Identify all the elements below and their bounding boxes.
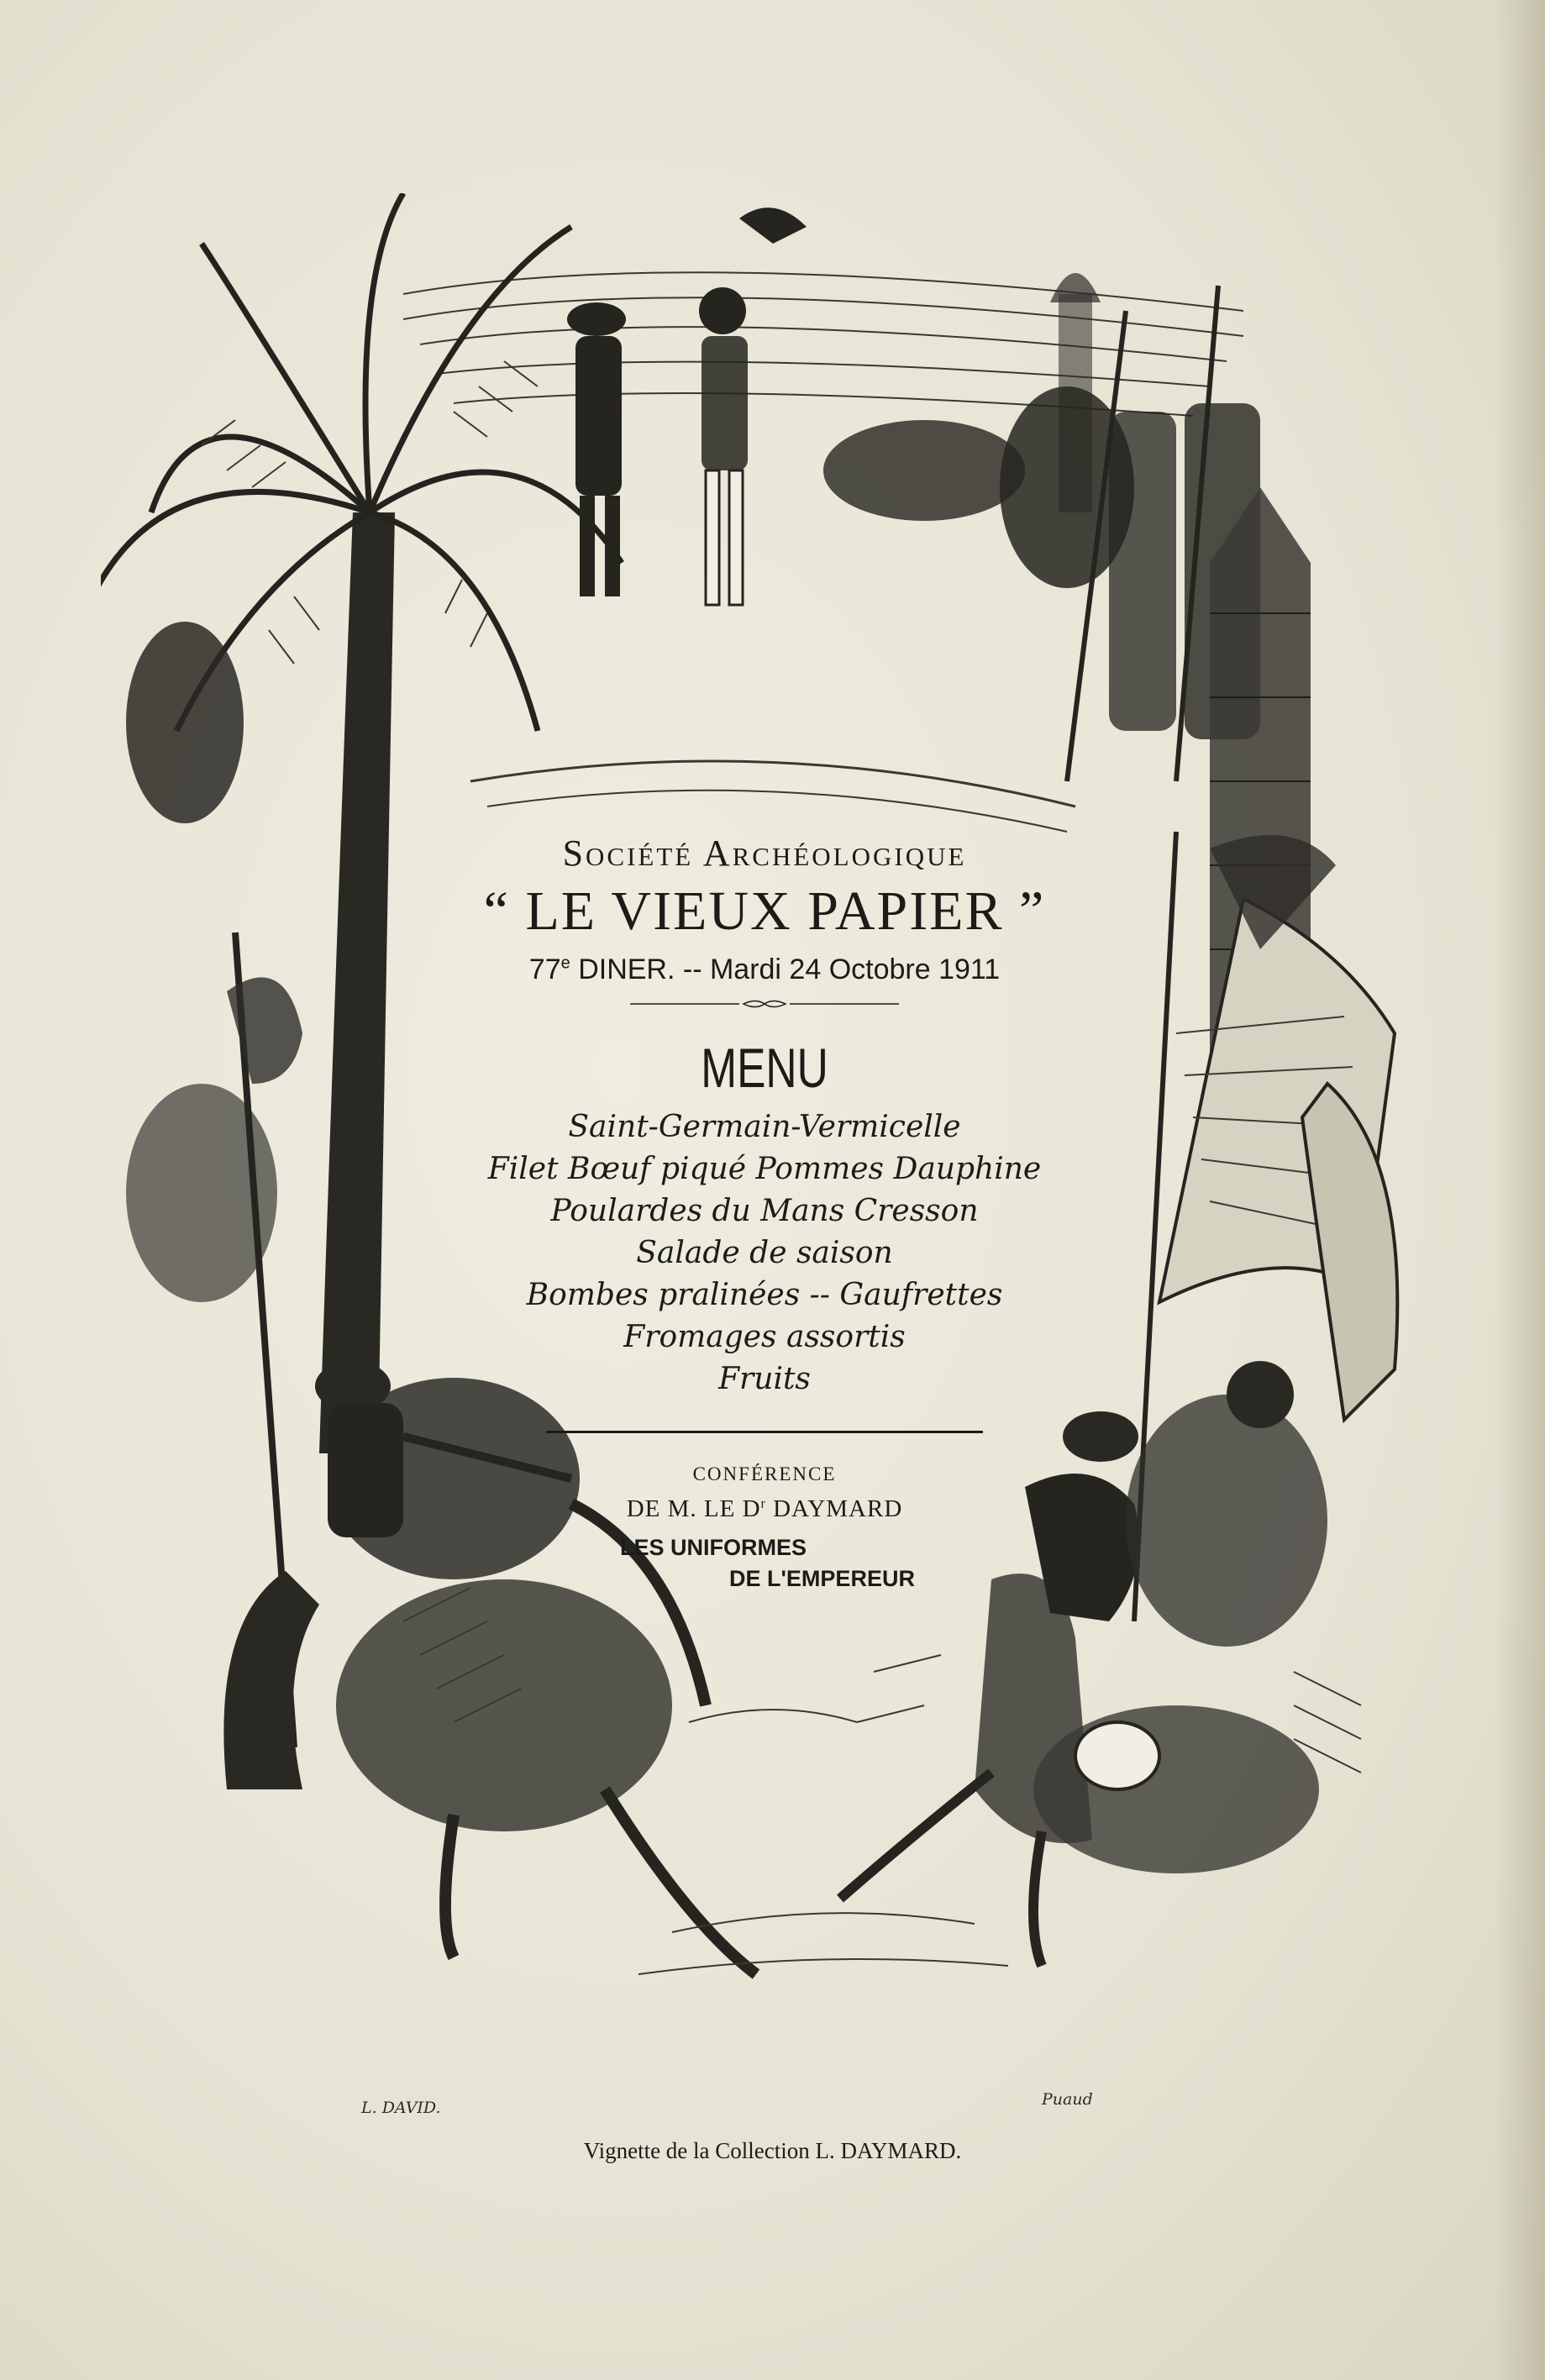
menu-dish: Salade de saison	[636, 1236, 893, 1270]
conference-topic-line-2: DE L'EMPEREUR	[729, 1566, 915, 1591]
conference-speaker	[437, 1495, 1092, 1523]
menu-dish: Bombes pralinées -- Gaufrettes	[526, 1278, 1003, 1312]
menu-dish: Saint-Germain-Vermicelle	[568, 1110, 961, 1144]
conference-label: CONFÉRENCE	[692, 1463, 837, 1484]
top-figures	[567, 208, 1260, 781]
artist-signature: Puaud	[1042, 2090, 1093, 2109]
ground	[638, 1710, 1008, 1974]
page-edge-shadow	[1495, 0, 1545, 2380]
engraver-signature: L. DAVID.	[361, 2099, 441, 2117]
menu-dish: Filet Bœuf piqué Pommes Dauphine	[487, 1152, 1042, 1186]
conference-topic-line-1: LES UNIFORMES	[620, 1535, 807, 1560]
speaker-prefix: DE M. LE D	[626, 1495, 761, 1522]
horizontal-rule	[546, 1431, 983, 1433]
dinner-number: 77	[528, 954, 561, 985]
menu-dish: Poulardes du Mans Cresson	[550, 1194, 979, 1228]
menu-dish: Fruits	[718, 1362, 811, 1396]
speaker-name: DAYMARD	[765, 1495, 903, 1522]
vignette-caption: Vignette de la Collection L. DAYMARD.	[583, 2138, 962, 2163]
dinner-ordinal-suffix: e	[560, 954, 570, 973]
menu-dish: Fromages assortis	[623, 1320, 906, 1354]
society-name: Société Archéologique	[562, 833, 967, 874]
publication-title: “ LE VIEUX PAPIER ”	[483, 880, 1046, 942]
speaker-title-suffix: r	[760, 1496, 766, 1511]
ornament-divider	[630, 998, 899, 1010]
menu-heading: MENU	[701, 1037, 828, 1099]
dinner-line	[437, 954, 1092, 986]
dinner-date: DINER. -- Mardi 24 Octobre 1911	[570, 954, 1001, 985]
menu-text-block	[437, 832, 1092, 1592]
